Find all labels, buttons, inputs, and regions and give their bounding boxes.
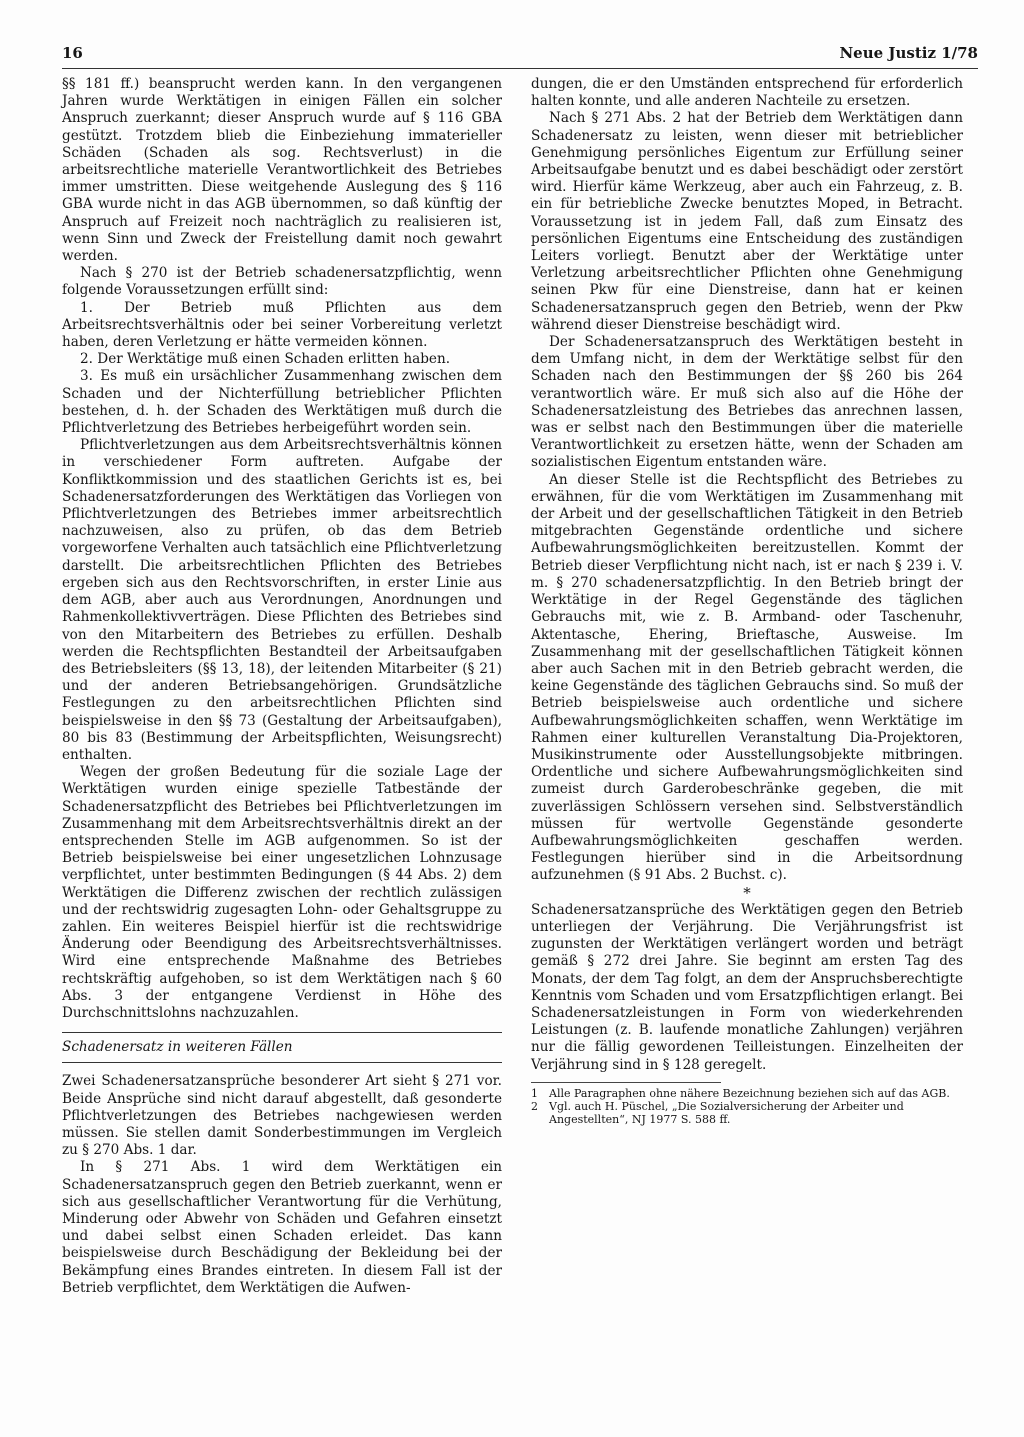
page-number: 16 (62, 44, 83, 62)
left-column (62, 76, 502, 1297)
paragraph: Wegen der großen Bedeutung für die soziale Lage der Werktätigen wurden einige spezielle Tatbestände der Schadenersatzpflicht des Betriebes bei Pflichtverletzungen im Zusammenhang mit dem Arbeitsrechtsverhältnis direkt an der entsprechenden Stelle im AGB aufgenommen. So ist der Betrieb beispielsweise bei einer ungesetzlichen Lohnzusage verpflichtet, unter bestimmten Bedingungen (§ 44 Abs. 2) dem Werktätigen die Differenz zwischen der rechtlich zulässigen und der rechtswidrig zugesagten Lohn- oder Gehaltsgruppe zu zahlen. Ein weiteres Beispiel hierfür ist die rechtswidrige Änderung oder Beendigung des Arbeitsrechtsverhältnisses. Wird eine entsprechende Maßnahme des Betriebes rechtskräftig aufgehoben, so ist dem Werktätigen nach § 60 Abs. 3 der entgangene Verdienst in Höhe des Durchschnittslohns nachzuzahlen. (62, 764, 502, 1021)
list-item: 1. Der Betrieb muß Pflichten aus dem Arbeitsrechtsverhältnis oder bei seiner Vorbereitung verletzt haben, deren Verletzung er hätte vermeiden können. (62, 299, 502, 351)
footnote (531, 1100, 963, 1126)
list-item: 3. Es muß ein ursächlicher Zusammenhang zwischen dem Schaden und der Nichterfüllung betrieblicher Pflichten bestehen, d. h. der Schaden des Werktätigen muß durch die Pflichtverletzung des Betriebes herbeigeführt worden sein. (62, 368, 502, 437)
paragraph: Nach § 270 ist der Betrieb schadenersatzpflichtig, wenn folgende Voraussetzungen erfüllt sind: (62, 265, 502, 299)
section-separator: * (743, 883, 751, 902)
footnote-number: 2 (531, 1099, 538, 1113)
paragraph: dungen, die er den Umständen entsprechend für erforderlich halten konnte, und alle anderen Nachteile zu ersetzen. (531, 76, 963, 110)
right-column (531, 76, 963, 1126)
paragraph: Zwei Schadenersatzansprüche besonderer Art sieht § 271 vor. Beide Ansprüche sind nicht darauf abgestellt, daß gesonderte Pflichtverletzungen des Betriebes nachgewiesen werden müssen. Sie stellen damit Sonderbestimmungen im Vergleich zu § 270 Abs. 1 dar. (62, 1073, 502, 1159)
journal-title: Neue Justiz 1/78 (839, 44, 978, 62)
footnote (531, 1087, 963, 1100)
header-rule (62, 68, 978, 69)
paragraph: Nach § 271 Abs. 2 hat der Betrieb dem Werktätigen dann Schadenersatz zu leisten, wenn dieser mit betrieblicher Genehmigung persönliches Eigentum zur Erfüllung seiner Arbeitsaufgabe benutzt und es dabei beschädigt oder zerstört wird. Hierfür käme Werkzeug, aber auch ein Fahrzeug, z. B. ein für betriebliche Zwecke benutztes Moped, in Betracht. Voraussetzung ist in jedem Fall, daß zum Einsatz des persönlichen Eigentums eine Entscheidung des zuständigen Leiters vorliegt. Benutzt aber der Werktätige unter Verletzung arbeitsrechtlicher Pflichten ohne Genehmigung seinen Pkw für eine Dienstreise, dann hat er keinen Schadenersatzanspruch gegen den Betrieb, wenn der Pkw während dieser Dienstreise beschädigt wird. (531, 110, 963, 333)
footnote-number: 1 (531, 1086, 538, 1100)
section-heading: Schadenersatz in weiteren Fällen (62, 1039, 293, 1056)
paragraph: An dieser Stelle ist die Rechtspflicht des Betriebes zu erwähnen, für die vom Werktätigen im Zusammenhang mit der Arbeit und der gesellschaftlichen Tätigkeit in den Betrieb mitgebrachten Gegenstände ordentliche und sichere Aufbewahrungsmöglichkeiten bereitzustellen. Kommt der Betrieb dieser Verpflichtung nicht nach, ist er nach § 239 i. V. m. § 270 schadenersatzpflichtig. In den Betrieb bringt der Werktätige in der Regel Gegenstände des täglichen Gebrauchs mit, wie z. B. Armband- oder Taschenuhr, Aktentasche, Ehering, Brieftasche, Ausweise. Im Zusammenhang mit der gesellschaftlichen Tätigkeit können aber auch Sachen mit in den Betrieb gebracht werden, die keine Gegenstände des täglichen Gebrauchs sind. So muß der Betrieb beispielsweise auch ordentliche und sichere Aufbewahrungsmöglichkeiten schaffen, wenn Werktätige im Rahmen einer kulturellen Veranstaltung Dia-Projektoren, Musikinstrumente oder Ausstellungsobjekte mitbringen. Ordentliche und sichere Aufbewahrungsmöglichkeiten sind zumeist durch Garderobeschränke gegeben, die mit zuverlässigen Schlössern versehen sind. Selbstverständlich müssen für wertvolle Gegenstände gesonderte Aufbewahrungsmöglichkeiten geschaffen werden. Festlegungen hierüber sind in die Arbeitsordnung aufzunehmen (§ 91 Abs. 2 Buchst. c). (531, 471, 963, 884)
paragraph: Schadenersatzansprüche des Werktätigen gegen den Betrieb unterliegen der Verjährung. Die Verjährungsfrist ist zugunsten der Werktätigen verlängert worden und beträgt gemäß § 272 drei Jahre. Sie beginnt am ersten Tag des Monats, der dem Tag folgt, an dem der Anspruchsberechtigte Kenntnis vom Schaden und vom Ersatzpflichtigen erlangt. Bei Schadenersatzleistungen in Form von wiederkehrenden Leistungen (z. B. laufende monatliche Zahlungen) verjähren nur die fällig gewordenen Teilleistungen. Einzelheiten der Verjährung sind in § 128 geregelt. (531, 901, 963, 1073)
section-heading-box (62, 1032, 502, 1063)
footnote-text: Vgl. auch H. Püschel, „Die Sozialversicherung der Arbeiter und Angestellten“, NJ 1977 S. 588 ff. (549, 1099, 904, 1126)
footnote-rule (531, 1082, 721, 1083)
paragraph: In § 271 Abs. 1 wird dem Werktätigen ein Schadenersatzanspruch gegen den Betrieb zuerkannt, wenn er sich aus gesellschaftlicher Verantwortung für die Verhütung, Minderung oder Abwehr von Schäden und Gefahren einsetzt und dabei selbst einen Schaden erleidet. Das kann beispielsweise durch Beschädigung der Bekleidung bei der Bekämpfung eines Brandes eintreten. In diesem Fall ist der Betrieb verpflichtet, dem Werktätigen die Aufwen- (62, 1159, 502, 1296)
paragraph: Der Schadenersatzanspruch des Werktätigen besteht in dem Umfang nicht, in dem der Werktätige selbst für den Schaden nach den Bestimmungen der §§ 260 bis 264 verantwortlich wäre. Er muß sich also auf die Höhe der Schadenersatzleistung des Betriebes das anrechnen lassen, was er selbst nach den Bestimmungen über die materielle Verantwortlichkeit zu ersetzen hätte, wenn der Schaden am sozialistischen Eigentum entstanden wäre. (531, 334, 963, 471)
paragraph: §§ 181 ff.) beansprucht werden kann. In den vergangenen Jahren wurde Werktätigen in einigen Fällen ein solcher Anspruch zuerkannt; dieser Anspruch wurde auf § 116 GBA gestützt. Trotzdem blieb die Einbeziehung immaterieller Schäden (Schaden als sog. Rechtsverlust) in die arbeitsrechtliche materielle Verantwortlichkeit des Betriebes immer umstritten. Diese weitgehende Auslegung des § 116 GBA wurde nicht in das AGB übernommen, so daß künftig der Anspruch auf Freizeit noch nachträglich zu realisieren ist, wenn Sinn und Zweck der Freistellung damit noch gewahrt werden. (62, 76, 502, 265)
footnote-text: Alle Paragraphen ohne nähere Bezeichnung beziehen sich auf das AGB. (549, 1086, 950, 1100)
list-item: 2. Der Werktätige muß einen Schaden erlitten haben. (80, 351, 451, 368)
paragraph: Pflichtverletzungen aus dem Arbeitsrechtsverhältnis können in verschiedener Form auftreten. Aufgabe der Konfliktkommission und des staatlichen Gerichts ist es, bei Schadenersatzforderungen des Werktätigen das Vorliegen von Pflichtverletzungen des Betriebes immer arbeitsrechtlich nachzuweisen, also zu prüfen, ob das dem Betrieb vorgeworfene Verhalten auch tatsächlich eine Pflichtverletzung darstellt. Die arbeitsrechtlichen Pflichten des Betriebes ergeben sich aus den Rechtsvorschriften, in erster Linie aus dem AGB, aber auch aus Verordnungen, Anordnungen und Rahmenkollektivverträgen. Diese Pflichten des Betriebes sind von den Mitarbeitern des Betriebes zu erfüllen. Deshalb werden die Rechtspflichten Bestandteil der Arbeitsaufgaben des Betriebsleiters (§§ 13, 18), der leitenden Mitarbeiter (§ 21) und der anderen Betriebsangehörigen. Grundsätzliche Festlegungen zu den arbeitsrechtlichen Pflichten sind beispielsweise in den §§ 73 (Gestaltung der Arbeitsaufgaben), 80 bis 83 (Bestimmung der Arbeitspflichten, Weisungsrecht) enthalten. (62, 437, 502, 763)
